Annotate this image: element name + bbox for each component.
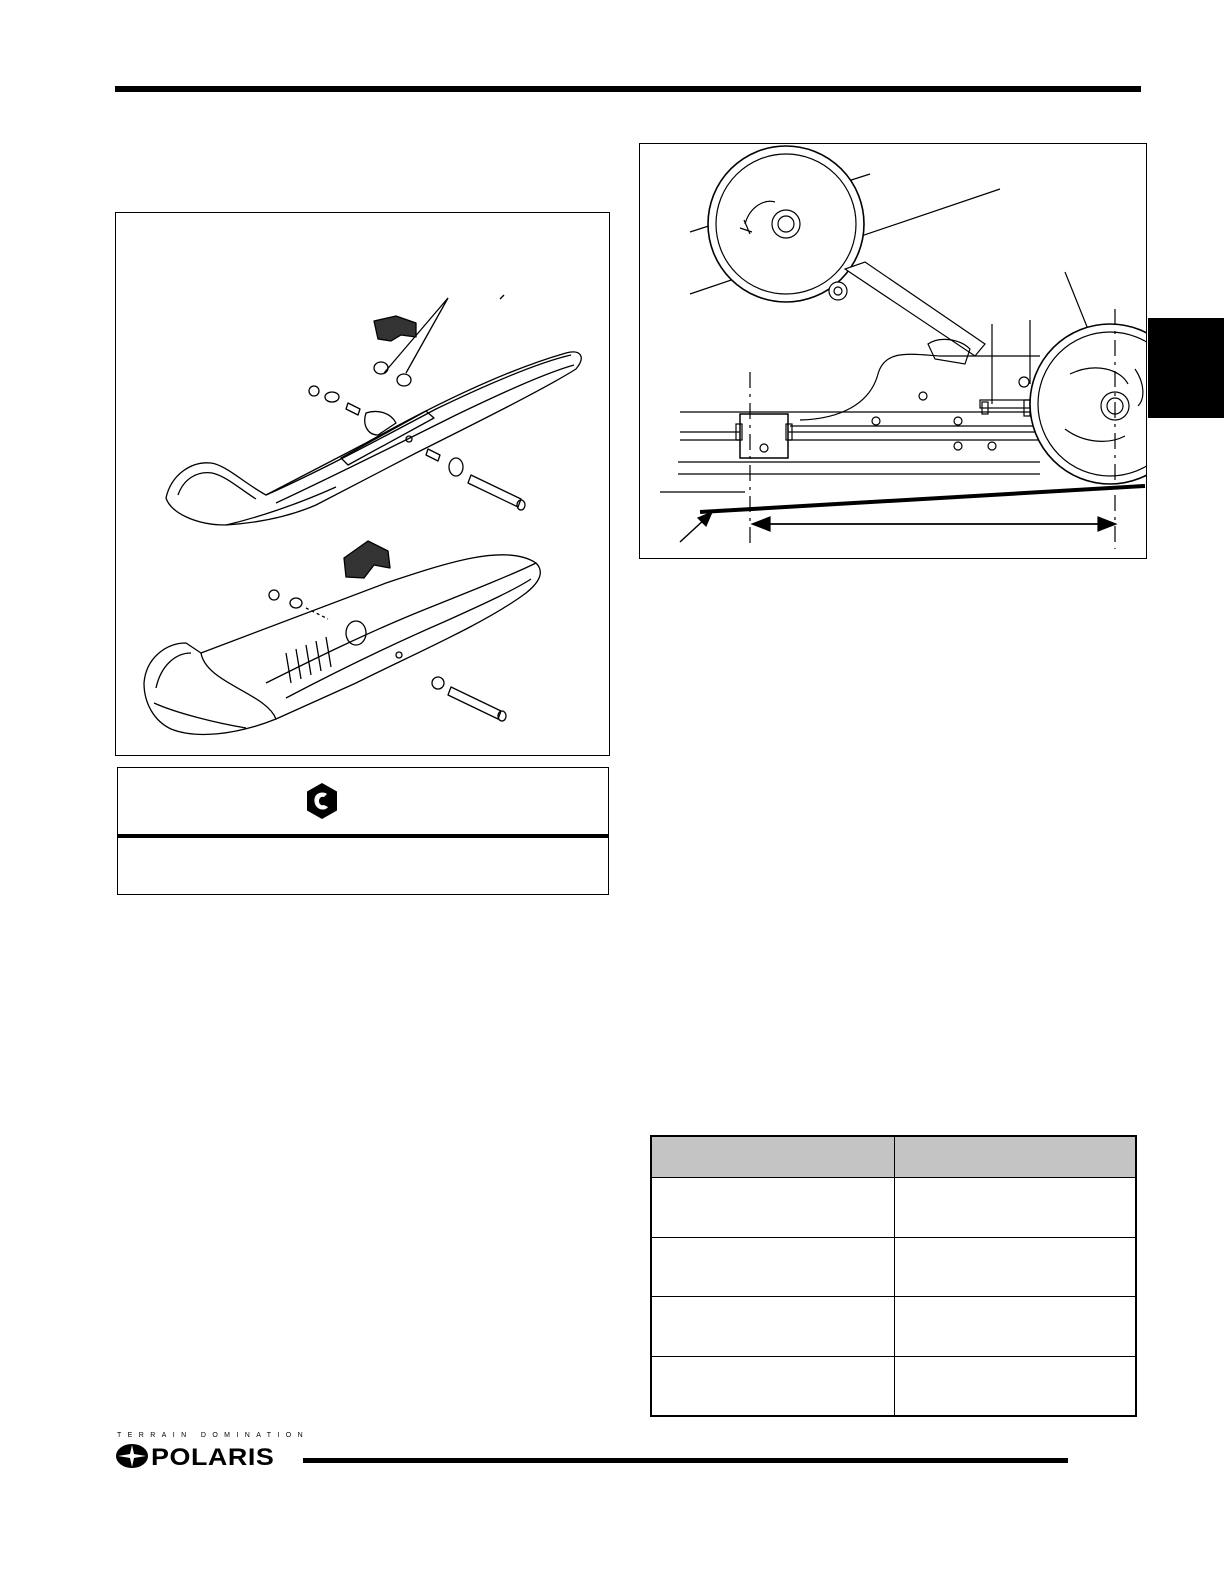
torque-spec-header <box>118 768 608 838</box>
table-header-cell <box>652 1137 895 1178</box>
logo-tagline: TERRAIN DOMINATION <box>117 1432 310 1439</box>
ski-illustration <box>116 213 609 755</box>
chapter-tab <box>1148 318 1224 418</box>
table-cell <box>895 1178 1136 1238</box>
footer-rule <box>303 1458 1068 1463</box>
table-header-row <box>652 1137 1136 1178</box>
table-cell <box>652 1356 895 1416</box>
table-row <box>652 1297 1136 1357</box>
spec-table <box>650 1135 1137 1417</box>
table-cell <box>652 1237 895 1297</box>
table-cell <box>652 1297 895 1357</box>
table-row <box>652 1178 1136 1238</box>
table-row <box>652 1237 1136 1297</box>
table-header-cell <box>895 1137 1136 1178</box>
table-row <box>652 1356 1136 1416</box>
table-cell <box>895 1237 1136 1297</box>
polaris-logo <box>115 1432 310 1472</box>
table-cell <box>652 1178 895 1238</box>
logo-brand: POLARIS <box>151 1444 275 1471</box>
suspension-illustration <box>640 144 1146 558</box>
torque-spec-box <box>117 767 609 895</box>
suspension-measurement-figure <box>639 143 1147 559</box>
ski-exploded-figure <box>115 212 610 756</box>
header-rule <box>115 86 1141 92</box>
polaris-star-icon <box>115 1443 149 1469</box>
table-cell <box>895 1356 1136 1416</box>
torque-wrench-icon <box>304 782 340 820</box>
table-cell <box>895 1297 1136 1357</box>
